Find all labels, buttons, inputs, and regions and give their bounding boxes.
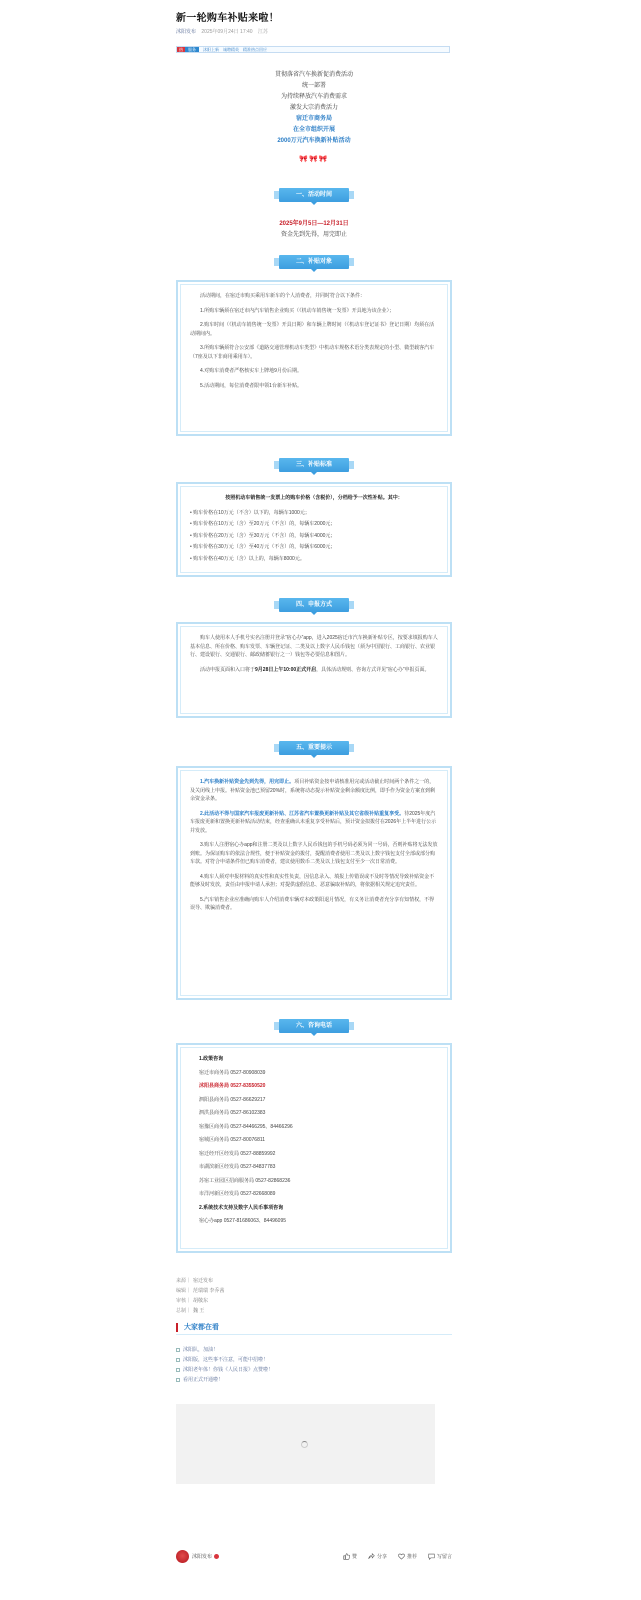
standard-item: • 购车价格在10万元（含）至20万元（不含）的，每辆车2000元； [190, 520, 438, 529]
author-link[interactable]: 沭阳发布 [176, 29, 197, 35]
section-heading-notice: 五、重要提示 [279, 741, 349, 755]
contact-line: 泗洪县商务局 0527-86102383 [199, 1110, 266, 1116]
share-button[interactable]: 分享 [368, 1553, 387, 1560]
tag-bar [176, 46, 450, 53]
apply-method-box [176, 622, 452, 718]
tag-link[interactable]: 精准热点回应 [243, 46, 267, 52]
standard-item: • 购车价格在30万元（含）至40万元（不含）的，每辆车6000元； [190, 543, 438, 552]
related-heading: 大家都在看 [176, 1323, 452, 1332]
credit-row: 审核｜ 胡敬东 [176, 1298, 209, 1304]
contact-subheading: 1.政策咨询 [199, 1056, 224, 1062]
important-notice-box [176, 766, 452, 1000]
intro-line: 统一部署 [301, 83, 326, 89]
section-heading-contact: 六、咨询电话 [279, 1019, 349, 1033]
paragraph: 活动期间，在宿迁市购买乘用车新车的个人消费者，并同时符合以下条件： [200, 293, 366, 299]
notification-badge [214, 1554, 219, 1559]
date-note: 资金先到先得，用完即止 [280, 232, 347, 238]
service-tag[interactable]: 服务 [185, 47, 199, 52]
paragraph: 3.所购车辆须符合公安部《道路交通管理机动车类型》中机动车规格术语分类表规定的小型、微型载客汽车（7座及以下非商用乘用车）。 [190, 345, 435, 360]
paragraph: 5.活动期间，每位消费者限申领1台新车补贴。 [200, 382, 302, 389]
standard-item: • 购车价格在40万元（含）以上的，每辆车8000元。 [190, 555, 438, 564]
publish-date: 2025年09月24日 17:40 [201, 29, 253, 35]
recommend-button[interactable]: 推荐 [398, 1553, 417, 1560]
article-meta [176, 28, 272, 35]
comment-button[interactable]: 写留言 [428, 1553, 452, 1560]
paragraph: 4.对购车消费者严格核实车上牌地9月份后期。 [200, 368, 302, 374]
contact-line: 宿迁市商务局 0527-80908039 [199, 1069, 266, 1076]
account-name[interactable]: 沭阳发布 [192, 1553, 213, 1560]
related-link[interactable]: 沭阳版，这些事不注意，可能中招啦！ [176, 1355, 452, 1365]
contact-subheading: 2.系统技术支持及数字人民币事项咨询 [199, 1204, 284, 1211]
related-link[interactable]: 沭阳老年体！你钱《人民日报》点赞啦！ [176, 1365, 452, 1375]
section-heading-apply: 四、申报方式 [279, 598, 349, 612]
contact-line: 市洋河新区经发局 0527-82668089 [199, 1191, 276, 1197]
contact-box [176, 1043, 452, 1253]
contact-line-highlight: 沭阳县商务局 0527-83550520 [199, 1083, 266, 1089]
contact-line: 宿心办app 0527-81686063、84496095 [199, 1218, 287, 1224]
subsidy-target-box [176, 280, 452, 436]
contact-line: 市湖滨新区经发局 0527-84837783 [199, 1164, 276, 1170]
ad-placeholder [176, 1404, 435, 1484]
intro-highlight: 在全市组织开展 [292, 127, 335, 133]
paragraph: 活动申报页面和入口将于9月28日上午10:00正式开启，具体活动规则、咨询方式详见“宿心办”申报页面。 [200, 666, 430, 673]
related-link[interactable]: 沭阳队，加油！ [176, 1345, 452, 1355]
intro-line: 贯彻落省汽车换新促消费活动 [274, 72, 353, 78]
activity-dates [176, 219, 452, 241]
subsidy-standard-box [176, 482, 452, 577]
comment-icon [428, 1553, 435, 1560]
hot-tag: 热 [179, 46, 183, 52]
paragraph: 购车人使用本人手机号实名注册并登录“宿心办”app，进入2025宿迁市汽车换新补贴专区，按要求填报购车人基本信息、所在价格、购车发票、车辆登记证、二类及以上数字人民币钱包（须为中国银行、工商银行、农业银行、建设银行、交通银行、邮政储蓄银行之一）钱包等必要信息和图片。 [190, 635, 438, 658]
section-heading-target: 二、补贴对象 [279, 255, 349, 269]
intro-text [176, 70, 452, 147]
section-heading-time: 一、活动时间 [279, 188, 349, 202]
account-avatar[interactable] [176, 1550, 189, 1563]
checkbox-icon [176, 1348, 180, 1352]
paragraph: 2.此活动不得与国家汽车报废更新补贴、江苏省汽车置换更新补贴及其它省级补贴重复享受。待2025年度汽车报废更新和置换更新补贴活动结束，经查重确认未重复享受补贴后，预计资金拟拨付在2026年上半年进行公示并发放。 [190, 810, 437, 834]
bow-decoration: 🎀🎀🎀 [299, 156, 329, 163]
tag-link[interactable]: 沭阳上新 [203, 46, 219, 52]
standard-item: • 购车价格在20万元（含）至30万元（不含）的，每辆车4000元； [190, 532, 438, 541]
paragraph: 5.汽车销售企业应准确向购车人介绍消费车辆对本政策阳退月情况，有义务让消费者充分享有知情权，不得误导、欺骗消费者。 [190, 896, 435, 911]
paragraph: 3.购车人注册宿心办app和注册二类及以上数字人民币钱包的手机号码必须为同一号码，否则补贴将无法发放到账。为保证购车的依法合规性，便于补贴资金的拨付，提醒消费者使用二类及以上数字钱包支付全部或部分购车款。对符合申请条件但已购车消费者，建议使用数币二类及以上钱包支付至少一次日常消费。 [190, 842, 438, 865]
intro-line: 为持续释放汽车消费需求 [280, 94, 347, 100]
standard-item: • 购车价格在10万元（不含）以下的，每辆车1000元； [190, 509, 438, 518]
tag-link[interactable]: 诚聘精英 [223, 46, 239, 52]
divider [176, 1334, 452, 1335]
section-heading-standard: 三、补贴标准 [279, 458, 349, 472]
checkbox-icon [176, 1358, 180, 1362]
contact-line: 泗阳县商务局 0527-86629217 [199, 1096, 266, 1103]
bottom-action-bar [176, 1545, 452, 1567]
intro-highlight: 宿迁市商务局 [295, 116, 332, 122]
contact-line: 宿迁经开区经发局 0527-88859992 [199, 1150, 276, 1157]
contact-line: 宿豫区商务局 0527-84466295、84466296 [199, 1123, 293, 1130]
thumbs-up-icon [343, 1553, 350, 1560]
heart-icon [398, 1553, 405, 1560]
related-articles [176, 1323, 452, 1385]
credit-row: 来源｜ 宿迁发布 [176, 1278, 214, 1284]
paragraph: 1.所购车辆须在宿迁市内汽车销售企业购买（《机动车销售统一发票》开具地为该企业）； [200, 307, 395, 314]
publish-location: 江苏 [257, 29, 268, 35]
paragraph: 1.汽车换新补贴资金先到先得，用完即止。项目补贴资金按申请核准用完或活动截止时间两个条件之一的，及关闭线上申报。补贴资金池已预留20%时，系统将动态提示补贴资金剩余额度比例，即手作为资金方案直到剩余资金录条。 [190, 779, 436, 802]
credit-row: 总制｜ 魏 王 [176, 1308, 205, 1314]
paragraph: 2.购车时间（《机动车销售统一发票》开具日期）和车辆上牌时间（《机动车登记证书》登记日期）均须在活动期间内。 [190, 322, 435, 337]
standard-lead: 按照机动车销售统一发票上的购车价格（含税价），分档给予一次性补贴。其中： [225, 495, 403, 501]
paragraph: 4.购车人须对申报材料的真实性和真实性负责，因信息录入、填报上传错误或不及时等情况导致补贴资金不能够及时发放，责任由申报申请人承担；对提供虚假信息、恶意骗取补贴的，将依据相关规定追究责任。 [190, 873, 435, 888]
date-range: 2025年9月5日—12月31日 [279, 221, 349, 227]
article-title: 新一轮购车补贴来啦！ [176, 13, 279, 24]
checkbox-icon [176, 1378, 180, 1382]
contact-line: 苏宿工业园区招商服务局 0527-82868236 [199, 1177, 291, 1184]
loading-spinner-icon [301, 1441, 308, 1448]
intro-line: 激发大宗消费活力 [289, 105, 338, 111]
related-link[interactable]: 看用正式开通啦！ [176, 1375, 452, 1385]
credit-row: 编辑｜ 范瑞瑞 李乔茜 [176, 1288, 225, 1294]
intro-highlight: 2000万元汽车换新补贴活动 [277, 138, 351, 144]
share-icon [368, 1553, 375, 1560]
like-button[interactable]: 赞 [343, 1553, 357, 1560]
checkbox-icon [176, 1368, 180, 1372]
credits [176, 1276, 224, 1316]
contact-line: 宿城区商务局 0527-80076811 [199, 1137, 266, 1143]
